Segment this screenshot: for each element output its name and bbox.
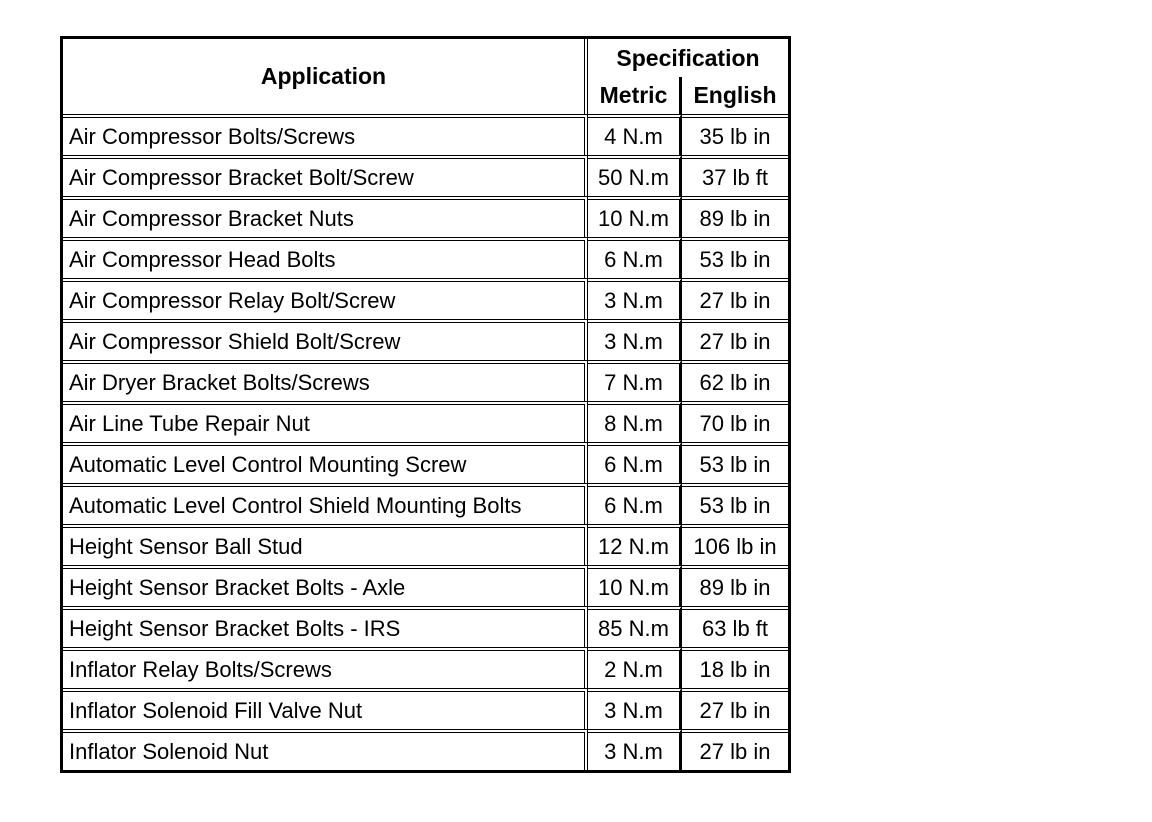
metric-cell: 3 N.m — [588, 688, 682, 729]
application-cell: Air Compressor Bracket Nuts — [63, 196, 588, 237]
application-cell: Air Dryer Bracket Bolts/Screws — [63, 360, 588, 401]
english-cell: 70 lb in — [682, 401, 788, 442]
metric-cell: 7 N.m — [588, 360, 682, 401]
metric-cell: 6 N.m — [588, 483, 682, 524]
metric-cell: 85 N.m — [588, 606, 682, 647]
application-cell: Height Sensor Bracket Bolts - Axle — [63, 565, 588, 606]
application-cell: Automatic Level Control Mounting Screw — [63, 442, 588, 483]
english-cell: 53 lb in — [682, 237, 788, 278]
english-cell: 27 lb in — [682, 319, 788, 360]
table-row — [63, 319, 788, 360]
metric-cell: 50 N.m — [588, 155, 682, 196]
english-cell: 89 lb in — [682, 565, 788, 606]
application-cell: Air Compressor Bracket Bolt/Screw — [63, 155, 588, 196]
application-cell: Height Sensor Bracket Bolts - IRS — [63, 606, 588, 647]
table-row — [63, 237, 788, 278]
table-row — [63, 606, 788, 647]
table-row — [63, 524, 788, 565]
fastener-spec-table — [60, 36, 791, 773]
application-cell: Height Sensor Ball Stud — [63, 524, 588, 565]
english-cell: 18 lb in — [682, 647, 788, 688]
english-cell: 27 lb in — [682, 688, 788, 729]
table-row — [63, 114, 788, 155]
metric-cell: 10 N.m — [588, 196, 682, 237]
english-cell: 53 lb in — [682, 483, 788, 524]
table-row — [63, 483, 788, 524]
table-row — [63, 278, 788, 319]
application-cell: Automatic Level Control Shield Mounting Bolts — [63, 483, 588, 524]
english-cell: 89 lb in — [682, 196, 788, 237]
metric-cell: 8 N.m — [588, 401, 682, 442]
application-cell: Inflator Solenoid Fill Valve Nut — [63, 688, 588, 729]
application-cell: Air Line Tube Repair Nut — [63, 401, 588, 442]
table-row — [63, 565, 788, 606]
english-cell: 63 lb ft — [682, 606, 788, 647]
table-row — [63, 155, 788, 196]
application-cell: Air Compressor Relay Bolt/Screw — [63, 278, 588, 319]
table-row — [63, 401, 788, 442]
metric-cell: 12 N.m — [588, 524, 682, 565]
metric-cell: 3 N.m — [588, 278, 682, 319]
application-cell: Air Compressor Bolts/Screws — [63, 114, 588, 155]
english-cell: 53 lb in — [682, 442, 788, 483]
english-cell: 62 lb in — [682, 360, 788, 401]
application-header: Application — [63, 39, 588, 114]
metric-cell: 3 N.m — [588, 729, 682, 770]
application-cell: Inflator Relay Bolts/Screws — [63, 647, 588, 688]
english-header: English — [693, 82, 777, 108]
metric-cell: 3 N.m — [588, 319, 682, 360]
english-cell: 27 lb in — [682, 278, 788, 319]
metric-cell: 6 N.m — [588, 442, 682, 483]
metric-cell: 2 N.m — [588, 647, 682, 688]
specification-header: Specification — [616, 44, 760, 71]
metric-cell: 4 N.m — [588, 114, 682, 155]
table-row — [63, 688, 788, 729]
application-cell: Air Compressor Head Bolts — [63, 237, 588, 278]
application-cell: Inflator Solenoid Nut — [63, 729, 588, 770]
english-cell: 27 lb in — [682, 729, 788, 770]
table-row — [63, 196, 788, 237]
english-cell: 35 lb in — [682, 114, 788, 155]
metric-cell: 10 N.m — [588, 565, 682, 606]
english-cell: 37 lb ft — [682, 155, 788, 196]
table-row — [63, 360, 788, 401]
application-cell: Air Compressor Shield Bolt/Screw — [63, 319, 588, 360]
metric-cell: 6 N.m — [588, 237, 682, 278]
metric-header: Metric — [588, 77, 682, 114]
table-row — [63, 729, 788, 770]
table-row — [63, 442, 788, 483]
english-cell: 106 lb in — [682, 524, 788, 565]
table-row — [63, 647, 788, 688]
